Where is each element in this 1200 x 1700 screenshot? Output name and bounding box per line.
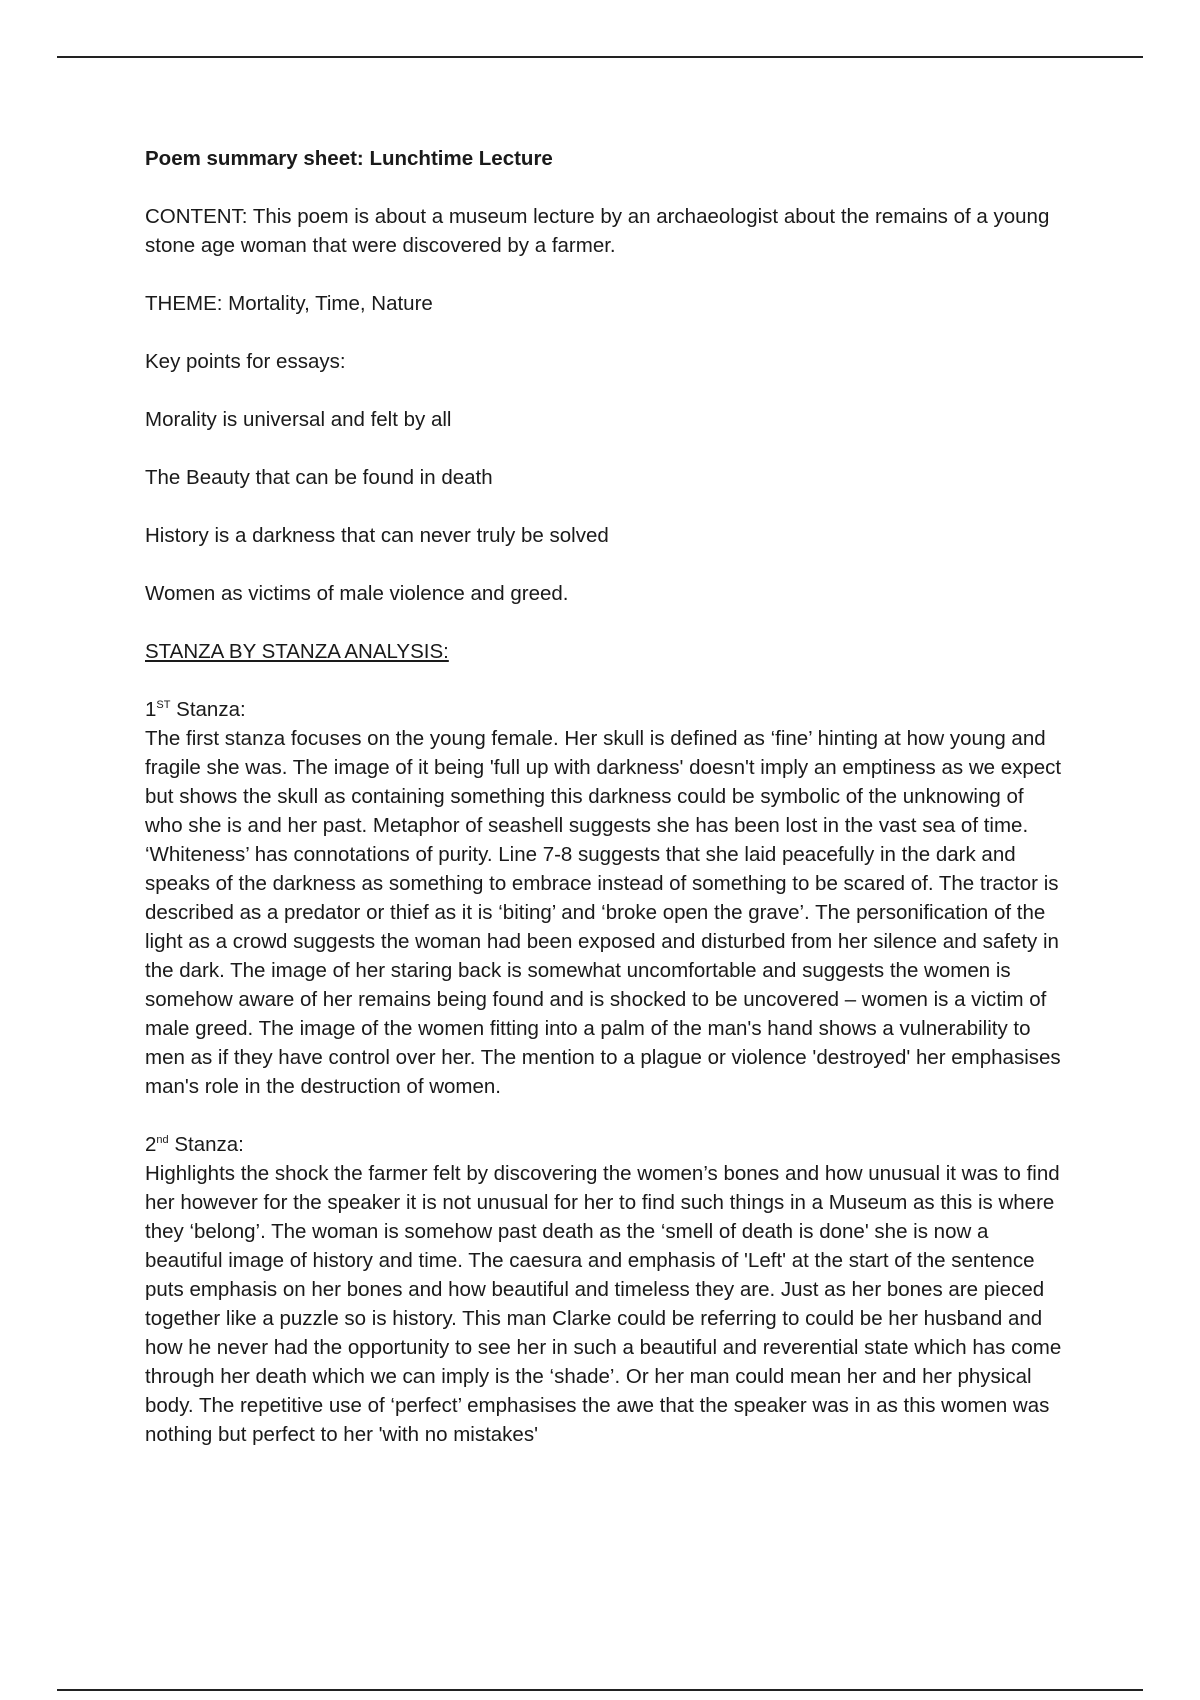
key-point: Morality is universal and felt by all bbox=[145, 408, 452, 431]
footer-rule bbox=[57, 1689, 1143, 1691]
stanza-number: 2 bbox=[145, 1133, 157, 1156]
content-summary: CONTENT: This poem is about a museum lecture by an archaeologist about the remains of a young stone age woman that were discovered by a farmer. bbox=[145, 205, 1050, 257]
stanza-2-heading bbox=[145, 1130, 1065, 1159]
stanza-ordinal-suffix: nd bbox=[156, 1134, 169, 1147]
stanza-1-heading bbox=[145, 695, 1065, 724]
key-point: The Beauty that can be found in death bbox=[145, 466, 493, 489]
key-point: History is a darkness that can never truly be solved bbox=[145, 524, 609, 547]
key-point: Women as victims of male violence and greed. bbox=[145, 582, 569, 605]
stanza-1-analysis: The first stanza focuses on the young female. Her skull is defined as ‘fine’ hinting at how young and fragile she was. The image of it being 'full up with darkness' doesn't imply an emptiness as we expect but shows the skull as containing something this darkness could be symbolic of the unknowing of who she is and her past. Metaphor of seashell suggests she has been lost in the vast sea of time. ‘Whiteness’ has connotations of purity. Line 7-8 suggests that she laid peacefully in the dark and speaks of the darkness as something to embrace instead of something to be scared of. The tractor is described as a predator or thief as it is ‘biting’ and ‘broke open the grave’. The personification of the light as a crowd suggests the woman had been exposed and disturbed from her silence and safety in the dark. The image of her staring back is somewhat uncomfortable and suggests the women is somehow aware of her remains being found and is shocked to be uncovered – women is a victim of male greed. The image of the women fitting into a palm of the man's hand shows a vulnerability to men as if they have control over her. The mention to a plague or violence 'destroyed' her emphasises man's role in the destruction of women. bbox=[145, 727, 1062, 1098]
document-title: Poem summary sheet: Lunchtime Lecture bbox=[145, 147, 553, 170]
stanza-2-analysis: Highlights the shock the farmer felt by discovering the women’s bones and how unusual it was to find her however for the speaker it is not unusual for her to find such things in a Museum as this is where they ‘belong’. The woman is somehow past death as the ‘smell of death is done' she is now a beautiful image of history and time. The caesura and emphasis of 'Left' at the start of the sentence puts emphasis on her bones and how beautiful and timeless they are. Just as her bones are pieced together like a puzzle so is history. This man Clarke could be referring to could be her husband and how he never had the opportunity to see her in such a beautiful and reverential state which has come through her death which we can imply is the ‘shade’. Or her man could mean her and her physical body. The repetitive use of ‘perfect’ emphasises the awe that the speaker was in as this women was nothing but perfect to her 'with no mistakes' bbox=[145, 1162, 1062, 1446]
theme-line: THEME: Mortality, Time, Nature bbox=[145, 292, 433, 315]
key-points-label: Key points for essays: bbox=[145, 350, 346, 373]
stanza-number: 1 bbox=[145, 698, 157, 721]
header-rule bbox=[57, 56, 1143, 58]
stanza-label: Stanza: bbox=[168, 1133, 244, 1156]
analysis-heading: STANZA BY STANZA ANALYSIS: bbox=[145, 640, 449, 663]
stanza-ordinal-suffix: ST bbox=[156, 699, 171, 712]
stanza-label: Stanza: bbox=[170, 698, 246, 721]
document-body bbox=[145, 144, 1065, 1478]
